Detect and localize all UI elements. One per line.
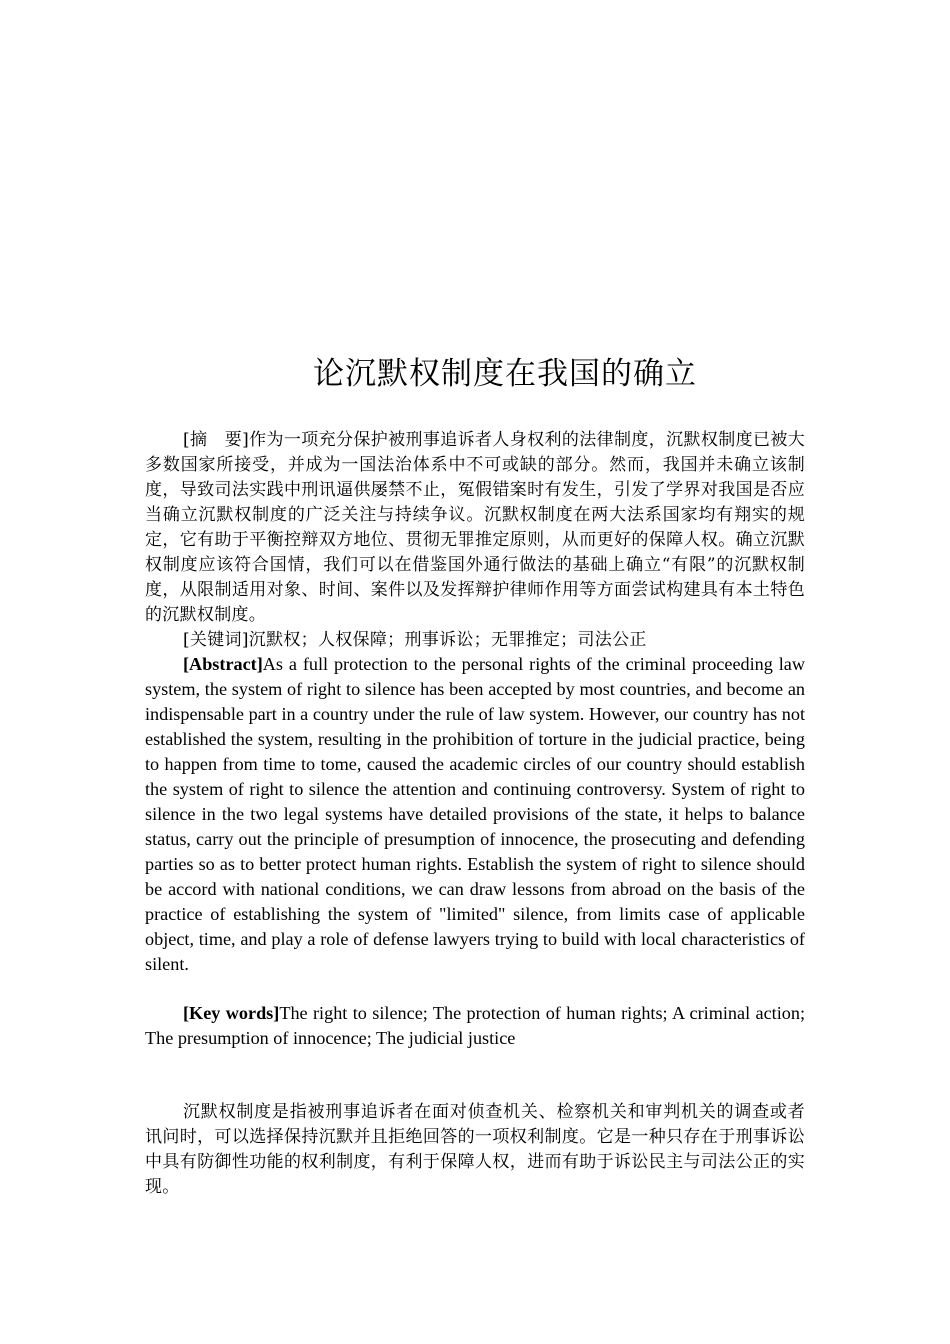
keywords-en [145, 1001, 805, 1051]
keywords-cn-paragraph [145, 628, 805, 653]
keywords-en-label: [Key words] [183, 1003, 280, 1023]
abstract-cn-text: 作为一项充分保护被刑事追诉者人身权利的法律制度，沉默权制度已被大多数国家所接受，并成为一国法治体系中不可或缺的部分。然而，我国并未确立该制度，导致司法实践中刑讯逼供屡禁不止，冤假错案时有发生，引发了学界对我国是否应当确立沉默权制度的广泛关注与持续争议。沉默权制度在两大法系国家均有翔实的规定，它有助于平衡控辩双方地位、贯彻无罪推定原则，从而更好的保障人权。确立沉默权制度应该符合国情，我们可以在借鉴国外通行做法的基础上确立“有限”的沉默权制度，从限制适用对象、时间、案件以及发挥辩护律师作用等方面尝试构建具有本土特色的沉默权制度。 [145, 430, 805, 625]
abstract-cn [145, 428, 805, 628]
abstract-en-text: As a full protection to the personal rights of the criminal proceeding law system, the system of right to silence has been accepted by most countries, and become an indispensable part in a country under the rule of law system. However, our country has not established the system, resulting in the prohibition of torture in the judicial practice, being to happen from time to tome, caused the academic circles of our country should establish the system of right to silence the attention and continuing controversy. System of right to silence in the two legal systems have detailed provisions of the state, it helps to balance status, carry out the principle of presumption of innocence, the prosecuting and defending parties so as to better protect human rights. Establish the system of right to silence should be accord with national conditions, we can draw lessons from abroad on the basis of the practice of establishing the system of "limited" silence, from limits case of applicable object, time, and play a role of defense lawyers trying to build with local characteristics of silent. [145, 654, 805, 974]
abstract-en-label: [Abstract] [183, 654, 263, 674]
keywords-en-paragraph [145, 1001, 805, 1051]
keywords-en-text: The right to silence; The protection of human rights; A criminal action; The presumption of innocence; The judicial justice [145, 1003, 806, 1048]
abstract-en-paragraph [145, 652, 805, 977]
body-section [145, 1100, 805, 1200]
body-paragraph-1: 沉默权制度是指被刑事追诉者在面对侦查机关、检察机关和审判机关的调查或者讯问时，可以选择保持沉默并且拒绝回答的一项权利制度。它是一种只存在于刑事诉讼中具有防御性功能的权利制度，有利于保障人权，进而有助于诉讼民主与司法公正的实现。 [145, 1102, 805, 1197]
abstract-cn-paragraph [145, 428, 805, 628]
keywords-cn-label: [关键词] [183, 630, 249, 650]
abstract-cn-label: [摘 要] [183, 430, 250, 450]
paper-title: 论沉默权制度在我国的确立 [313, 356, 697, 392]
abstract-en [145, 652, 805, 977]
keywords-cn-text: 沉默权；人权保障；刑事诉讼；无罪推定；司法公正 [248, 630, 647, 650]
keywords-cn [145, 628, 805, 653]
